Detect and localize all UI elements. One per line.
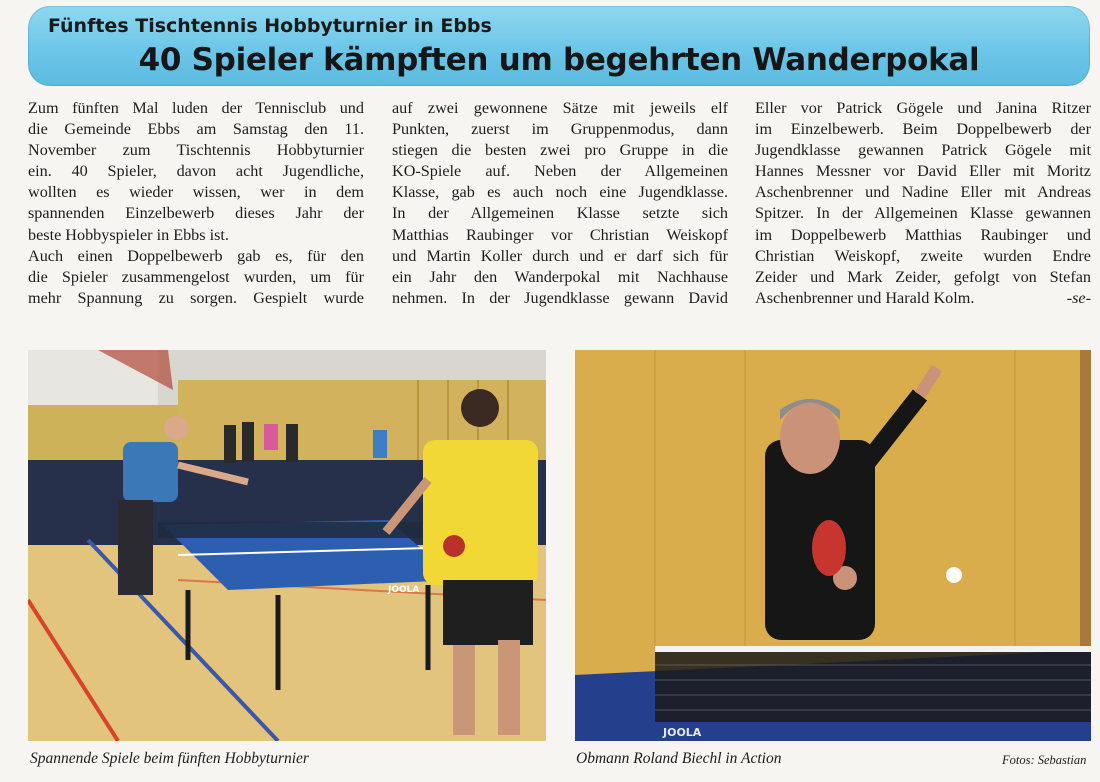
text-line: beste Hobbyspieler in Ebbs ist.: [28, 225, 229, 244]
kicker: Fünftes Tischtennis Hobbyturnier in Ebbs: [48, 15, 492, 37]
text-line: ein Jahr den Wanderpokal mit Nachhause: [392, 267, 728, 286]
text-line: die Spieler zusammengelost wurden, um für: [28, 267, 364, 286]
text-line: Aschenbrenner und Nadine Eller mit Andreas: [755, 183, 1091, 202]
photo-credit: Fotos: Sebastian: [1002, 753, 1087, 767]
table-brand: JOOLA: [663, 726, 702, 739]
text-line: stiegen die besten zwei pro Gruppe in die: [392, 141, 728, 160]
text-line: KO-Spiele auf. Neben der Allgemeinen: [392, 162, 728, 181]
text-line: auf zwei gewonnene Sätze mit jeweils elf: [392, 99, 728, 117]
text-line: Zum fünften Mal luden der Tennisclub und: [28, 99, 364, 117]
text-line: Punkten, zuerst im Gruppenmodus, dann: [392, 120, 728, 139]
text-line: Matthias Raubinger vor Christian Weiskopf: [392, 225, 728, 244]
photo-tournament-hall: [28, 350, 546, 741]
text-line: und Martin Koller durch und er darf sich für: [392, 246, 728, 265]
text-line: im Einzelbewerb. Beim Doppelbewerb der: [755, 120, 1091, 139]
photo-player-in-action: [575, 350, 1091, 741]
headline-banner: [28, 6, 1090, 86]
text-line: Auch einen Doppelbewerb gab es, für den: [28, 246, 364, 265]
headline: 40 Spieler kämpften um begehrten Wanderpokal: [138, 42, 980, 78]
text-line: Hannes Messner vor David Eller mit Moritz: [755, 162, 1091, 181]
text-line: Christian Weiskopf, zweite wurden Endre: [755, 246, 1091, 265]
text-line: Eller vor Patrick Gögele und Janina Ritzer: [755, 99, 1091, 117]
text-line-with-signature: [755, 288, 1091, 309]
text-line: November zum Tischtennis Hobbyturnier: [28, 141, 364, 160]
caption-right-photo: Obmann Roland Biechl in Action: [576, 750, 782, 767]
text-line: im Doppelbewerb Matthias Raubinger und: [755, 225, 1091, 244]
text-line: mehr Spannung zu sorgen. Gespielt wurde: [28, 288, 364, 307]
article-column-3: [755, 98, 1091, 309]
text-line: Jugendklasse gewannen Patrick Gögele mit: [755, 141, 1091, 160]
article-column-1: [28, 98, 364, 309]
text-line: wollten es wieder wissen, wer in dem: [28, 183, 364, 202]
text-line: Zeider und Mark Zeider, gefolgt von Stefan: [755, 267, 1091, 286]
text-line: ein. 40 Spieler, davon acht Jugendliche,: [28, 162, 364, 181]
text-line: spannenden Einzelbewerb dieses Jahr der: [28, 204, 364, 223]
text-line: Klasse, gab es auch noch eine Jugendklasse.: [392, 183, 728, 202]
table-brand: JOOLA: [388, 585, 420, 595]
text-line: Aschenbrenner und Harald Kolm.: [755, 288, 975, 307]
text-line: In der Allgemeinen Klasse setzte sich: [392, 204, 728, 223]
text-line: Spitzer. In der Allgemeinen Klasse gewannen: [755, 204, 1091, 223]
caption-left-photo: Spannende Spiele beim fünften Hobbyturnier: [30, 750, 309, 767]
text-line: nehmen. In der Jugendklasse gewann David: [392, 288, 728, 307]
article-column-2: [392, 98, 728, 309]
text-line: die Gemeinde Ebbs am Samstag den 11.: [28, 120, 364, 139]
author-signature: -se-: [1066, 288, 1091, 307]
